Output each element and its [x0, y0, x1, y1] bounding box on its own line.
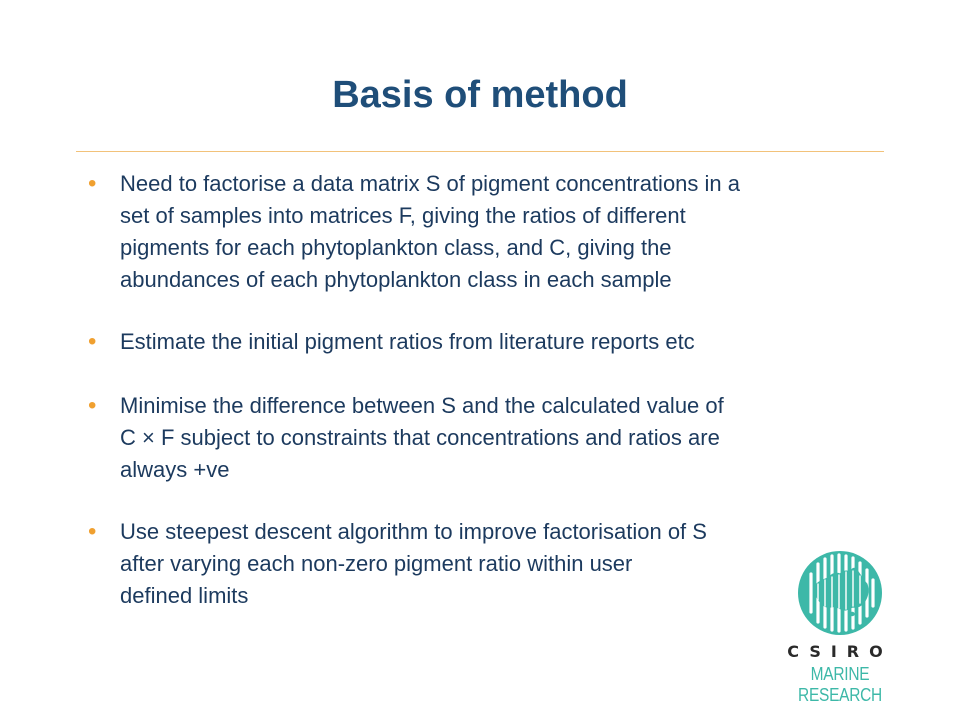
bullet-marker: •	[88, 328, 97, 355]
bullet-line: abundances of each phytoplankton class in each sample	[120, 267, 672, 292]
bullet-text	[120, 326, 860, 358]
bullet-line: defined limits	[120, 583, 249, 608]
bullet-line: set of samples into matrices F, giving the ratios of different	[120, 203, 686, 228]
csiro-logo	[760, 550, 920, 705]
bullet-text	[120, 168, 860, 296]
bullet-marker: •	[88, 518, 97, 545]
bullet-line: Use steepest descent algorithm to improve factorisation of S	[120, 519, 707, 544]
bullet-line: Estimate the initial pigment ratios from literature reports etc	[120, 329, 695, 354]
bullet-line: Need to factorise a data matrix S of pigment concentrations in a	[120, 171, 740, 196]
bullet-line: Minimise the difference between S and the calculated value of	[120, 393, 724, 418]
bullet-line: always +ve	[120, 457, 230, 482]
bullet-marker: •	[88, 170, 97, 197]
bullet-line: pigments for each phytoplankton class, and C, giving the	[120, 235, 672, 260]
bullet-text	[120, 390, 860, 486]
logo-name: CSIRO	[787, 642, 893, 661]
bullet-line: C × F subject to constraints that concentrations and ratios are	[120, 425, 720, 450]
slide-title: Basis of method	[332, 74, 628, 116]
bullet-marker: •	[88, 392, 97, 419]
bullet-text	[120, 516, 860, 612]
bullet-line: after varying each non-zero pigment ratio within user	[120, 551, 633, 576]
australia-map-globe-icon	[797, 550, 883, 636]
title-divider	[76, 151, 884, 152]
logo-subtitle: MARINE RESEARCH	[798, 664, 882, 705]
